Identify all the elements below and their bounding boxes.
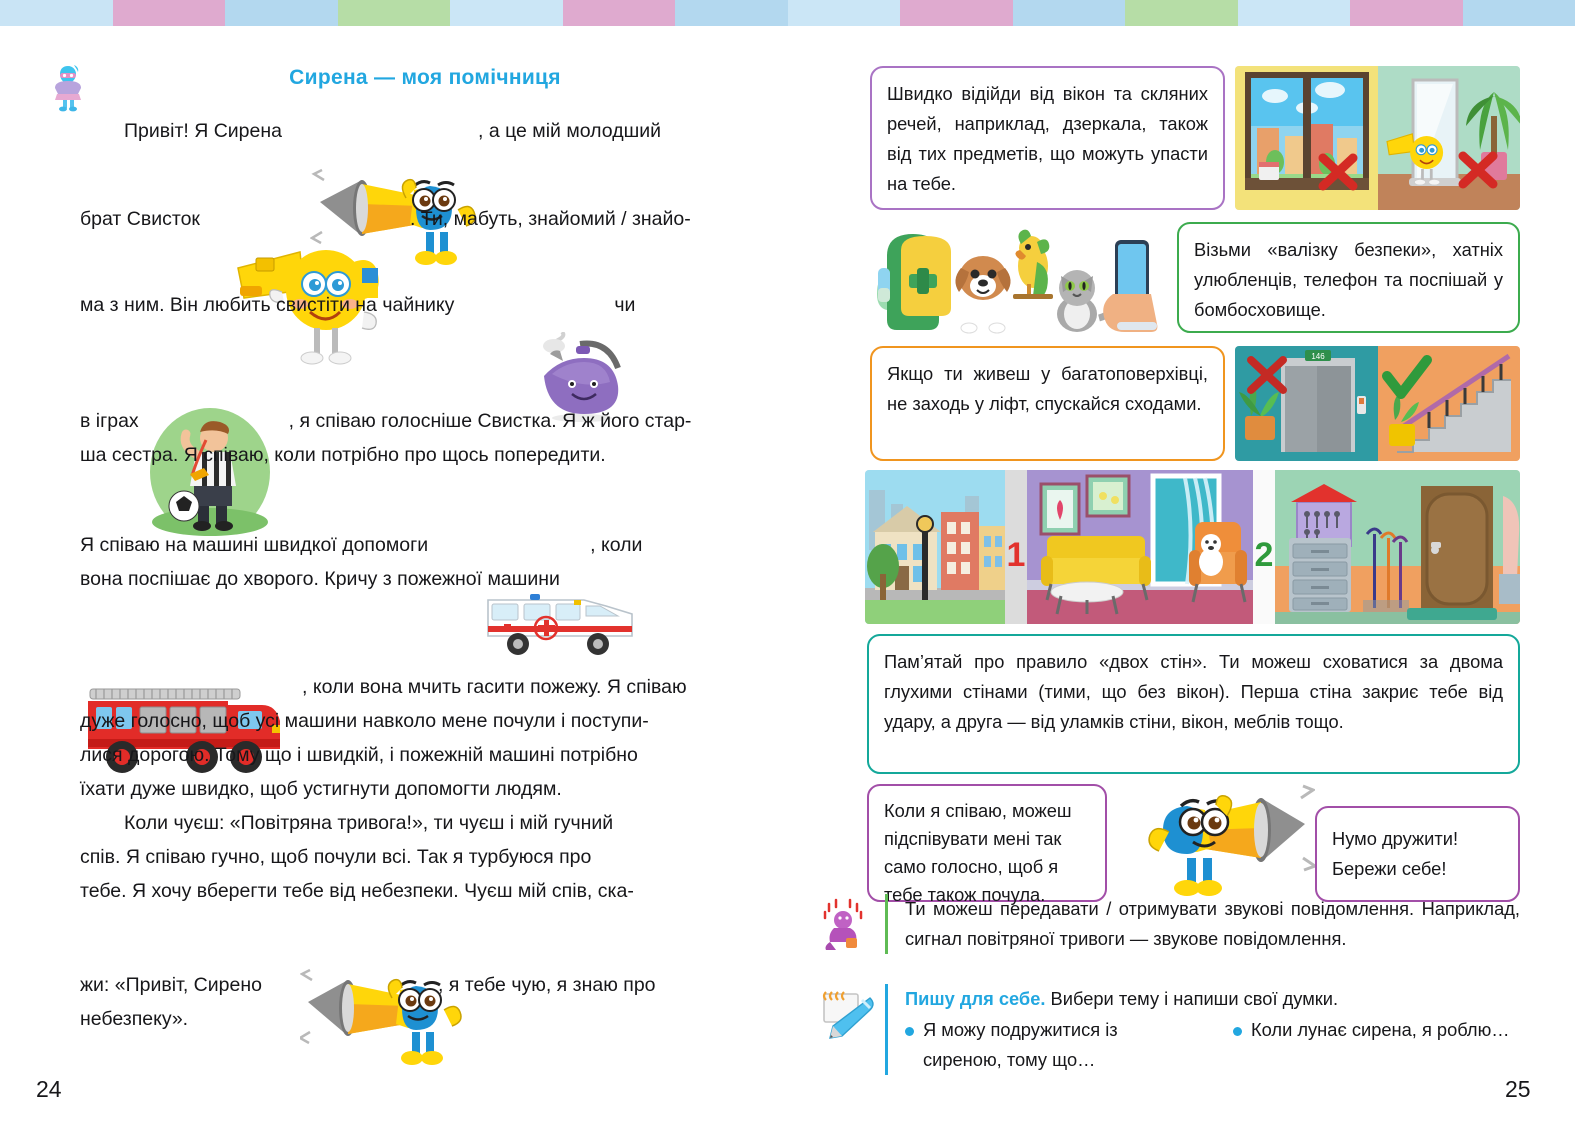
page-title: Сирена — моя помічниця [289,66,561,89]
task-list [905,1015,1520,1075]
strip-band [1013,0,1126,26]
text-line: жи: «Привіт, Сирено [80,974,262,996]
text-line: Коли чуєш: «Повітряна тривога!», ти чуєш і мій гучний [124,812,614,834]
text-line: Я співаю на машині швидкої допомоги [80,534,429,556]
decorative-top-strip [0,0,1575,26]
strip-band [225,0,338,26]
page-number-left: 24 [36,1076,62,1102]
bullet-icon [905,1027,914,1036]
pen-and-notepad-icon [818,988,874,1040]
text-line: їхати дуже швидко, щоб устигнути допомогти людям. [80,778,562,800]
strip-band [563,0,676,26]
air-raid-alarm-icon [820,896,865,954]
text-line: дуже голосно, щоб усі машини навколо мене почули і поступи- [80,710,649,732]
tip-box-safety-suitcase: Візьми «валізку безпеки», хатніх улюбленців, телефон та поспішай у бомбосховище. [1177,222,1520,333]
siren-megaphone-character [1115,754,1315,904]
svg-text:2: 2 [1254,536,1274,574]
page-right [810,26,1575,1142]
story-text [80,114,715,1036]
strip-band [0,0,113,26]
strip-band [900,0,1013,26]
text-line: , я тебе чую, я знаю про [437,974,656,996]
backpack-pets-phone-illustration [865,222,1165,340]
list-item [1233,1015,1519,1075]
svg-text:146: 146 [1311,352,1325,361]
strip-band [338,0,451,26]
elevator-vs-stairs-illustration [1235,346,1520,461]
strip-band [675,0,788,26]
text-line: чи [614,294,636,316]
text-line: ма з ним. Він любить свистіти на чайнику [80,294,455,316]
text-line: в іграх [80,410,139,432]
text-line: небезпеку». [80,1008,189,1030]
text-line: , а це мій молодший [478,120,662,142]
list-item [905,1015,1191,1075]
strip-band [1238,0,1351,26]
strip-band [1463,0,1575,26]
strip-band [113,0,226,26]
text-line: вона поспішає до хворого. Кричу з пожежної машини [80,568,560,590]
page-number-right: 25 [1505,1076,1531,1102]
task-text: Коли лунає сирена, я роблю… [1251,1019,1510,1040]
strip-band [788,0,901,26]
strip-band [1350,0,1463,26]
window-and-mirror-danger-illustration [1235,66,1520,210]
text-line: лися дорогою. Тому що і швидкій, і пожежній машині потрібно [80,744,638,766]
reading-girl-mascot-icon [50,64,86,112]
tip-box-elevator: Якщо ти живеш у багатоповерхівці, не заходь у ліфт, спускайся сходами. [870,346,1225,461]
strip-band [1125,0,1238,26]
task-text: Я можу подружитися із сиреною, тому що… [923,1019,1118,1070]
text-line: спів. Я співаю гучно, щоб почули всі. Так я турбуюся про [80,846,592,868]
text-line: тебе. Я хочу вберегти тебе від небезпеки. Чуєш мій спів, ска- [80,880,634,902]
text-line: , коли вона мчить гасити пожежу. Я співаю [302,676,687,698]
note-sound-messages: Ти можеш передавати / отримувати звукові повідомлення. Наприклад, сигнал повітряної тривоги — звукове повідомлення. [885,894,1520,954]
text-line: , коли [590,534,643,556]
speech-box-lets-be-friends: Нумо дружити! Бережи себе! [1315,806,1520,902]
text-line: брат Свисток [80,208,200,230]
note-text: Вибери тему і напиши свої думки. [1045,988,1339,1009]
svg-text:1: 1 [1006,536,1026,574]
text-line: Привіт! Я Сирена [124,120,282,142]
two-walls-rule-rooms-illustration [865,470,1520,624]
bullet-icon [1233,1027,1242,1036]
strip-band [450,0,563,26]
page-left [0,26,810,1142]
tip-box-windows: Швидко відійди від вікон та скляних речей, наприклад, дзеркала, також від тих предметів, що можуть упасти на тебе. [870,66,1225,210]
speech-box-sing-along: Коли я співаю, можеш підспівувати мені так само голосно, щоб я тебе також почула. [867,784,1107,902]
note-heading: Пишу для себе. [905,988,1046,1009]
text-line: , я співаю голосніше Свистка. Я ж його стар- [288,410,692,432]
note-write-for-yourself [885,984,1520,1075]
text-line: . Ти, мабуть, знайомий / знайо- [409,208,691,230]
tip-box-two-walls-rule: Пам’ятай про правило «двох стін». Ти можеш сховатися за двома глухими стінами (тими, що без вікон). Перша стіна закриє тебе від удару, а друга — від уламків стіни, вікон, меблів тощо. [867,634,1520,774]
text-line: ша сестра. Я співаю, коли потрібно про щось попередити. [80,444,606,466]
